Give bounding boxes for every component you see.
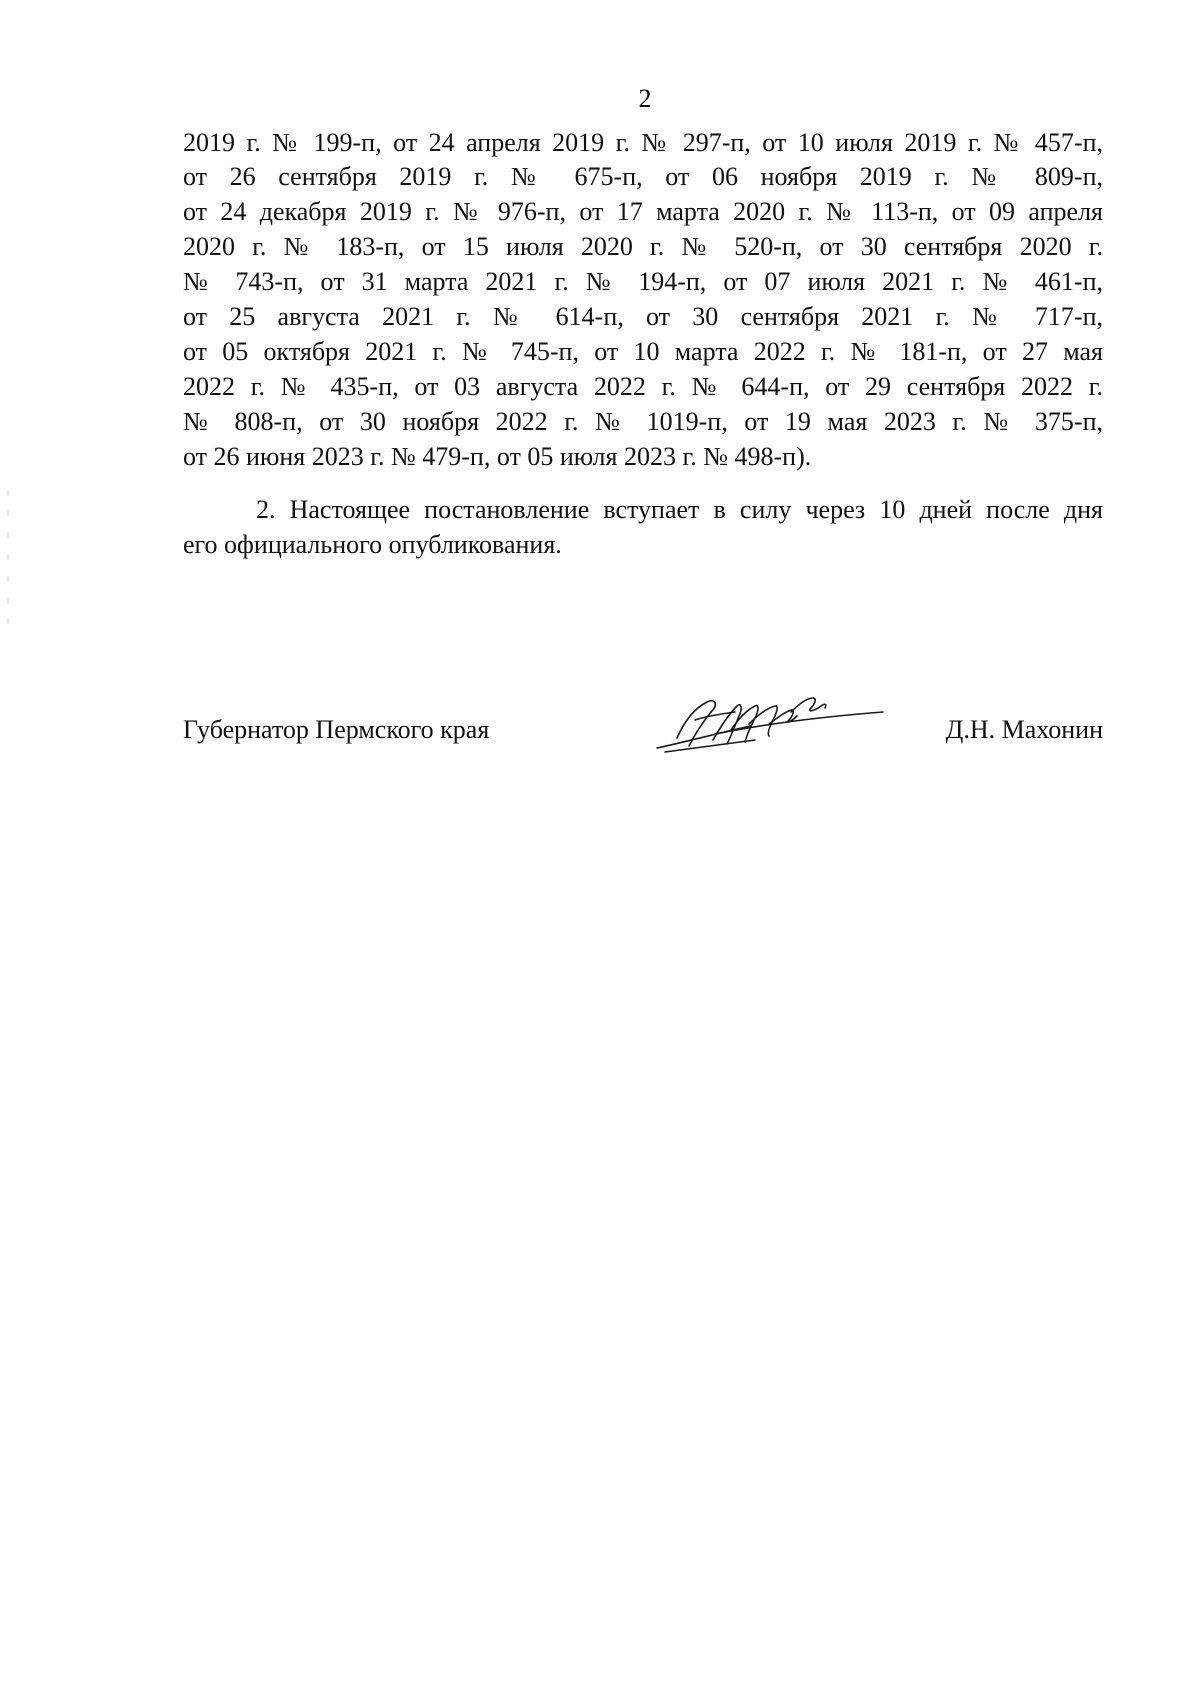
text-line: от 26 сентября 2019 г. № 675-п, от 06 ноября 2019 г. № 809-п,: [183, 162, 1103, 191]
signatory-title: Губернатор Пермского края: [183, 715, 490, 744]
text-line: 2. Настоящее постановление вступает в силу через 10 дней после дня: [256, 495, 1103, 524]
text-line: от 26 июня 2023 г. № 479-п, от 05 июля 2023 г. № 498-п).: [183, 442, 812, 471]
text-line: его официального опубликования.: [183, 530, 562, 559]
handwritten-signature: [655, 690, 885, 760]
text-line: от 24 декабря 2019 г. № 976-п, от 17 марта 2020 г. № 113-п, от 09 апреля: [183, 197, 1103, 226]
text-line: 2022 г. № 435-п, от 03 августа 2022 г. № 644-п, от 29 сентября 2022 г.: [183, 372, 1103, 401]
text-line: от 05 октября 2021 г. № 745-п, от 10 марта 2022 г. № 181-п, от 27 мая: [183, 337, 1103, 366]
text-line: № 808-п, от 30 ноября 2022 г. № 1019-п, от 19 мая 2023 г. № 375-п,: [183, 407, 1103, 436]
text-line: 2020 г. № 183-п, от 15 июля 2020 г. № 520-п, от 30 сентября 2020 г.: [183, 232, 1103, 261]
text-line: № 743-п, от 31 марта 2021 г. № 194-п, от 07 июля 2021 г. № 461-п,: [183, 267, 1103, 296]
signatory-name: Д.Н. Махонин: [945, 715, 1103, 744]
margin-scan-marks: [7, 490, 10, 630]
text-line: 2019 г. № 199-п, от 24 апреля 2019 г. № 297-п, от 10 июля 2019 г. № 457-п,: [183, 128, 1103, 157]
page-number: 2: [638, 84, 652, 113]
text-line: от 25 августа 2021 г. № 614-п, от 30 сентября 2021 г. № 717-п,: [183, 302, 1103, 331]
